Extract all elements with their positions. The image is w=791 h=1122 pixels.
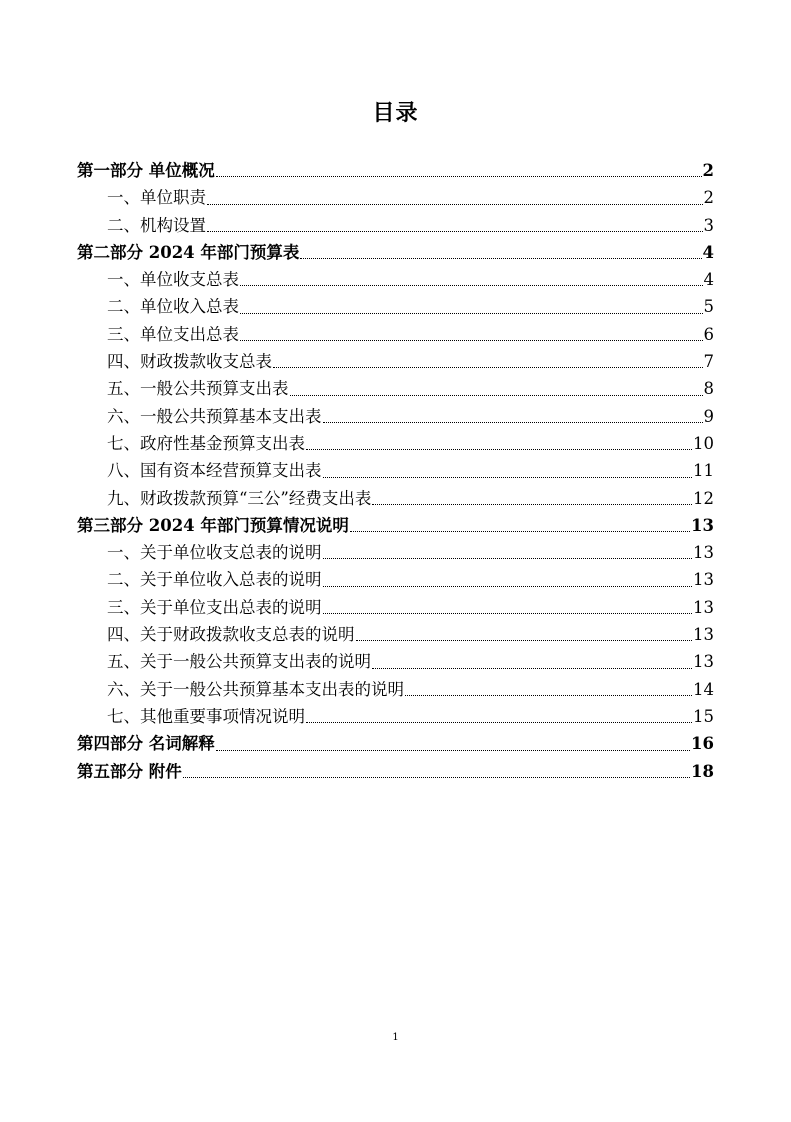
page-number: 1 xyxy=(392,1032,399,1043)
toc-entry-label: 五、关于一般公共预算支出表的说明 xyxy=(107,652,371,672)
toc-entry-page: 13 xyxy=(693,543,714,563)
toc-entry-label: 第三部分 2024 年部门预算情况说明 xyxy=(77,515,349,535)
toc-subsection-entry[interactable] xyxy=(77,457,714,484)
toc-entry-label: 三、关于单位支出总表的说明 xyxy=(107,597,322,617)
toc-section-entry[interactable] xyxy=(77,730,714,757)
toc-dot-leader xyxy=(323,613,693,614)
table-of-contents xyxy=(77,157,714,785)
toc-entry-page: 13 xyxy=(693,597,714,617)
toc-subsection-entry[interactable] xyxy=(77,184,714,211)
toc-dot-leader xyxy=(323,477,693,478)
toc-entry-label: 第二部分 2024 年部门预算表 xyxy=(77,242,300,262)
toc-subsection-entry[interactable] xyxy=(77,430,714,457)
toc-entry-page: 2 xyxy=(702,161,714,180)
toc-entry-page: 2 xyxy=(703,188,714,208)
toc-dot-leader xyxy=(372,504,692,505)
toc-entry-label: 七、其他重要事项情况说明 xyxy=(107,706,305,726)
toc-entry-page: 14 xyxy=(693,679,714,699)
toc-section-entry[interactable] xyxy=(77,758,714,785)
toc-subsection-entry[interactable] xyxy=(77,348,714,375)
toc-dot-leader xyxy=(306,722,692,723)
toc-entry-page: 13 xyxy=(693,625,714,645)
toc-entry-label: 第四部分 名词解释 xyxy=(77,734,215,754)
toc-subsection-entry[interactable] xyxy=(77,266,714,293)
toc-entry-label: 八、国有资本经营预算支出表 xyxy=(107,461,322,481)
toc-subsection-entry[interactable] xyxy=(77,676,714,703)
toc-dot-leader xyxy=(207,204,703,205)
toc-entry-page: 4 xyxy=(703,270,714,290)
toc-subsection-entry[interactable] xyxy=(77,212,714,239)
toc-entry-page: 5 xyxy=(703,297,714,317)
toc-entry-label: 第五部分 附件 xyxy=(77,761,182,781)
toc-dot-leader xyxy=(273,367,703,368)
toc-entry-label: 七、政府性基金预算支出表 xyxy=(107,433,305,453)
toc-entry-label: 六、一般公共预算基本支出表 xyxy=(107,406,322,426)
toc-entry-page: 6 xyxy=(703,324,714,344)
toc-dot-leader xyxy=(350,531,690,532)
toc-entry-page: 7 xyxy=(703,352,714,372)
page-title: 目录 xyxy=(372,100,419,126)
toc-entry-label: 九、财政拨款预算“三公”经费支出表 xyxy=(107,488,372,508)
toc-entry-label: 六、关于一般公共预算基本支出表的说明 xyxy=(107,679,404,699)
toc-dot-leader xyxy=(300,258,701,259)
toc-section-entry[interactable] xyxy=(77,512,714,539)
toc-subsection-entry[interactable] xyxy=(77,293,714,320)
toc-entry-page: 9 xyxy=(703,406,714,426)
toc-dot-leader xyxy=(207,231,703,232)
toc-subsection-entry[interactable] xyxy=(77,403,714,430)
toc-entry-page: 8 xyxy=(703,379,714,399)
toc-entry-label: 一、单位职责 xyxy=(107,188,206,208)
toc-dot-leader xyxy=(356,640,693,641)
toc-dot-leader xyxy=(323,422,703,423)
toc-section-entry[interactable] xyxy=(77,157,714,184)
toc-dot-leader xyxy=(405,695,692,696)
toc-subsection-entry[interactable] xyxy=(77,375,714,402)
toc-subsection-entry[interactable] xyxy=(77,648,714,675)
toc-entry-page: 12 xyxy=(693,488,714,508)
toc-dot-leader xyxy=(216,176,702,177)
toc-dot-leader xyxy=(323,558,693,559)
toc-dot-leader xyxy=(306,449,692,450)
toc-dot-leader xyxy=(290,395,703,396)
toc-entry-label: 二、机构设置 xyxy=(107,215,206,235)
toc-entry-label: 四、关于财政拨款收支总表的说明 xyxy=(107,625,355,645)
toc-entry-label: 四、财政拨款收支总表 xyxy=(107,352,272,372)
toc-entry-page: 11 xyxy=(693,461,714,481)
toc-subsection-entry[interactable] xyxy=(77,703,714,730)
toc-dot-leader xyxy=(240,340,703,341)
toc-entry-page: 16 xyxy=(691,734,714,754)
toc-dot-leader xyxy=(183,777,690,778)
toc-entry-label: 五、一般公共预算支出表 xyxy=(107,379,289,399)
toc-entry-page: 13 xyxy=(693,570,714,590)
toc-subsection-entry[interactable] xyxy=(77,539,714,566)
toc-entry-page: 18 xyxy=(691,761,714,781)
toc-section-entry[interactable] xyxy=(77,239,714,266)
toc-dot-leader xyxy=(240,313,703,314)
toc-entry-label: 一、关于单位收支总表的说明 xyxy=(107,543,322,563)
toc-entry-page: 3 xyxy=(703,215,714,235)
toc-dot-leader xyxy=(372,668,692,669)
toc-entry-label: 二、关于单位收入总表的说明 xyxy=(107,570,322,590)
toc-entry-page: 4 xyxy=(702,242,714,262)
toc-entry-label: 三、单位支出总表 xyxy=(107,324,239,344)
toc-dot-leader xyxy=(216,750,690,751)
toc-subsection-entry[interactable] xyxy=(77,594,714,621)
toc-entry-page: 13 xyxy=(691,515,714,535)
toc-subsection-entry[interactable] xyxy=(77,621,714,648)
toc-entry-page: 15 xyxy=(693,706,714,726)
toc-dot-leader xyxy=(240,285,703,286)
toc-subsection-entry[interactable] xyxy=(77,321,714,348)
toc-entry-label: 二、单位收入总表 xyxy=(107,297,239,317)
toc-entry-label: 第一部分 单位概况 xyxy=(77,161,215,180)
toc-subsection-entry[interactable] xyxy=(77,485,714,512)
toc-subsection-entry[interactable] xyxy=(77,566,714,593)
toc-entry-label: 一、单位收支总表 xyxy=(107,270,239,290)
toc-entry-page: 10 xyxy=(693,433,714,453)
toc-dot-leader xyxy=(323,586,693,587)
toc-entry-page: 13 xyxy=(693,652,714,672)
